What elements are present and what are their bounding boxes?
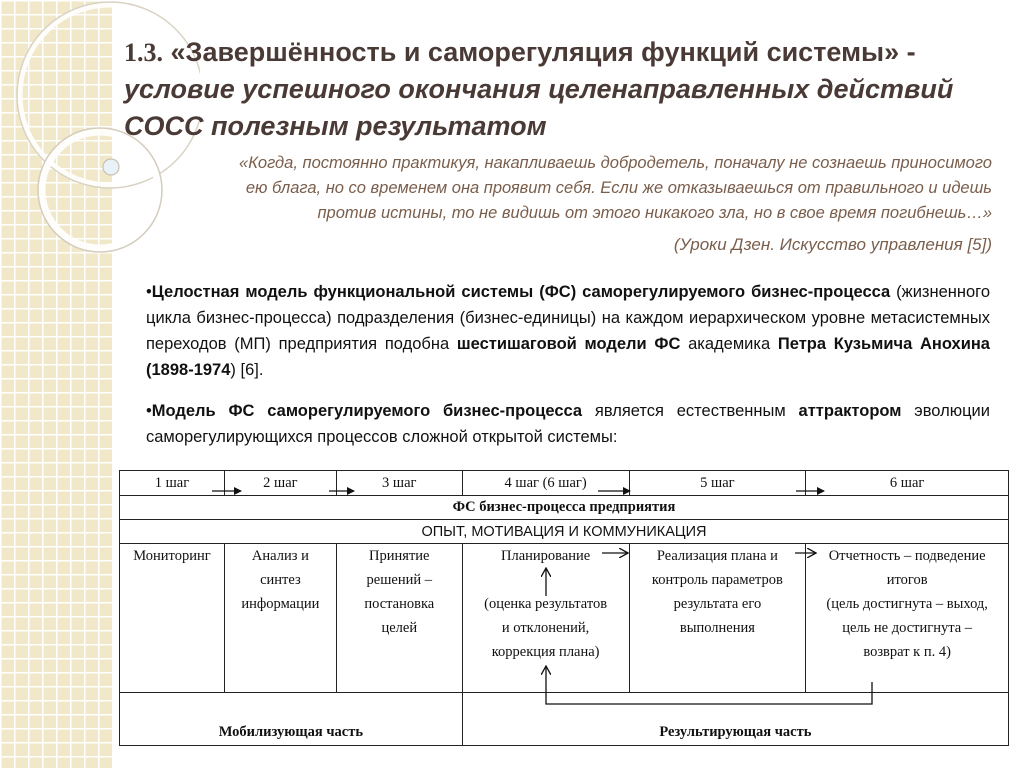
cell-line: информации xyxy=(241,596,320,612)
resulting-part: Результирующая часть xyxy=(462,693,1008,746)
cell-line: Планирование xyxy=(501,548,591,564)
cell-implementation xyxy=(629,544,806,693)
cell-decision xyxy=(336,544,462,693)
title-line-2: условие успешного окончания целенаправленных действий xyxy=(124,74,954,104)
cell-line: синтез xyxy=(260,572,301,588)
quote-source: (Уроки Дзен. Искусство управления [5]) xyxy=(673,235,992,254)
cell-line: Принятие xyxy=(369,548,430,564)
quote-line-3: против истины, то не видишь от этого никакого зла, но в свое время погибнешь…» xyxy=(317,204,992,222)
para2-text-2: эволюции саморегулирующихся процессов сложной открытой системы: xyxy=(146,402,990,446)
title-line-3: СОСС полезным результатом xyxy=(124,111,547,141)
steps-row xyxy=(120,471,1009,496)
cell-line: Мониторинг xyxy=(133,548,211,564)
step-cell: 2 шаг xyxy=(224,471,336,496)
para1-bold-3: Петра Кузьмича Анохина (1898-1974 xyxy=(146,335,990,379)
cell-line: коррекция плана) xyxy=(491,644,600,660)
cell-line: постановка xyxy=(364,596,435,612)
cell-line: Реализация плана и xyxy=(656,548,778,564)
cell-monitoring xyxy=(120,544,225,693)
table-subheader-row xyxy=(120,520,1009,544)
para2-text-1: является естественным xyxy=(582,402,799,420)
cell-line: возврат к п. 4) xyxy=(863,644,951,660)
cell-line: целей xyxy=(381,620,418,636)
cell-line: результата его xyxy=(673,596,762,612)
paragraph-attractor xyxy=(146,398,990,450)
cell-line: цель не достигнута – xyxy=(842,620,973,636)
para1-bold-1: Целостная модель функциональной системы (ФС) саморегулируемого бизнес-процесса xyxy=(151,283,891,301)
step-cell: 4 шаг (6 шаг) xyxy=(462,471,629,496)
title-number: 1.3. xyxy=(124,38,163,67)
step-cell: 5 шаг xyxy=(629,471,806,496)
cell-line: итогов xyxy=(886,572,928,588)
fs-model-table xyxy=(119,470,1009,746)
para1-text-3: ) [6]. xyxy=(230,361,264,379)
quote-line-1: «Когда, постоянно практикуя, накапливаешь добродетель, поначалу не сознаешь приносимого xyxy=(239,154,992,172)
bullet: • xyxy=(146,283,152,301)
quote-line-2: ею блага, но со временем она проявит себя. Если же отказываешься от правильного и идешь xyxy=(245,179,992,197)
table-subheader: ОПЫТ, МОТИВАЦИЯ И КОММУНИКАЦИЯ xyxy=(120,520,1009,544)
para2-bold-1: Модель ФС саморегулируемого бизнес-процесса xyxy=(151,402,583,420)
table-body-row xyxy=(120,544,1009,693)
step-cell: 3 шаг xyxy=(336,471,462,496)
cell-line: Анализ и xyxy=(251,548,309,564)
title-line-1: «Завершённость и саморегуляция функций системы» - xyxy=(170,37,916,67)
cell-line: Отчетность – подведение xyxy=(828,548,986,564)
table-footer-row xyxy=(120,693,1009,746)
cell-reporting xyxy=(806,544,1009,693)
cell-analysis xyxy=(224,544,336,693)
cell-line: выполнения xyxy=(679,620,755,636)
step-cell: 1 шаг xyxy=(120,471,225,496)
mobilizing-part: Мобилизующая часть xyxy=(120,693,463,746)
cell-line: контроль параметров xyxy=(651,572,783,588)
bullet: • xyxy=(146,402,152,420)
epigraph-quote xyxy=(122,151,992,226)
para1-bold-2: шестишаговой модели ФС xyxy=(456,335,681,353)
cell-line: и отклонений, xyxy=(501,620,590,636)
cell-line: (оценка результатов xyxy=(484,596,608,612)
para1-text-1: (жизненного цикла бизнес-процесса) подразделения (бизнес-единицы) на каждом иерархическом уровне метасистемных переходов (МП) предприятия подобна xyxy=(146,283,990,353)
paragraph-model xyxy=(146,279,990,383)
cell-planning xyxy=(462,544,629,693)
cell-line: (цель достигнута – выход, xyxy=(826,596,988,612)
step-cell: 6 шаг xyxy=(806,471,1009,496)
table-header-title: ФС бизнес-процесса предприятия xyxy=(120,496,1009,520)
table-header-row xyxy=(120,496,1009,520)
cell-line: решений – xyxy=(366,572,432,588)
para2-bold-2: аттрактором xyxy=(798,402,902,420)
slide-title xyxy=(124,34,1004,145)
para1-text-2: академика xyxy=(680,335,778,353)
